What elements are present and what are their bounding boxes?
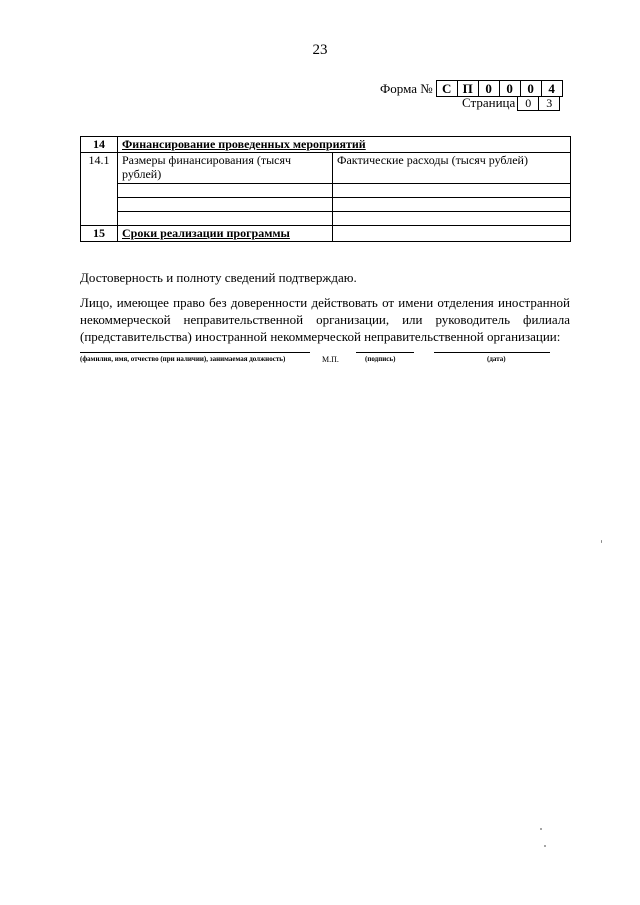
form-code-cell: 4: [548, 81, 555, 96]
page-number: 23: [312, 42, 328, 58]
table-row: [81, 226, 571, 242]
table-cell-empty: [118, 184, 333, 198]
form-number-label: Форма №: [380, 80, 433, 96]
authorized-person-text: Лицо, имеющее право без доверенности действовать от имени отделения иностранной некоммерческой неправительственной организации, или руководитель филиала (представительства) иностранной некоммерческой неправительственной организации:: [80, 295, 570, 344]
financing-amount-header: Размеры финансирования (тысяч рублей): [118, 153, 333, 184]
table-row: [81, 212, 571, 226]
date-caption: (дата): [487, 355, 506, 363]
scan-speck: [540, 828, 542, 830]
table-row: [81, 137, 571, 153]
table-row: [81, 184, 571, 198]
actual-expenses-header: Фактические расходы (тысяч рублей): [333, 153, 571, 184]
sheet-number-cell: 0: [518, 96, 539, 110]
sheet-number-label: Страница: [462, 95, 516, 110]
table-cell-empty: [333, 212, 571, 226]
row-number: 14.1: [81, 153, 118, 226]
table-cell-empty: [333, 198, 571, 212]
date-line: [434, 352, 550, 353]
table-row: [81, 153, 571, 184]
form-code-cell: С: [437, 81, 458, 96]
sheet-number-cells: [517, 96, 560, 111]
row-title: Сроки реализации программы: [118, 226, 333, 242]
row-number: 15: [81, 226, 118, 242]
table-cell-empty: [118, 212, 333, 226]
financing-table: [80, 136, 571, 242]
form-code-cell: 0: [521, 81, 542, 96]
table-row: [81, 198, 571, 212]
name-caption: (фамилия, имя, отчество (при наличии), занимаемая должность): [80, 355, 286, 363]
name-signature-line: [80, 352, 310, 353]
form-code-cell: 0: [500, 81, 521, 96]
scan-speck: [601, 540, 602, 543]
sheet-number-cell: 3: [546, 95, 553, 110]
sheet-number-block: [462, 95, 560, 111]
stamp-label: М.П.: [322, 355, 339, 364]
signature-line: [356, 352, 414, 353]
table-cell-empty: [333, 226, 571, 242]
table-cell-empty: [118, 198, 333, 212]
row-title: Финансирование проведенных мероприятий: [118, 137, 571, 153]
confirmation-statement: Достоверность и полноту сведений подтверждаю.: [80, 270, 357, 285]
table-cell-empty: [333, 184, 571, 198]
form-code-cell: 0: [479, 81, 500, 96]
row-number: 14: [81, 137, 118, 153]
signature-caption: (подпись): [365, 355, 396, 363]
form-code-cell: П: [458, 81, 479, 96]
scan-speck: [544, 845, 546, 847]
